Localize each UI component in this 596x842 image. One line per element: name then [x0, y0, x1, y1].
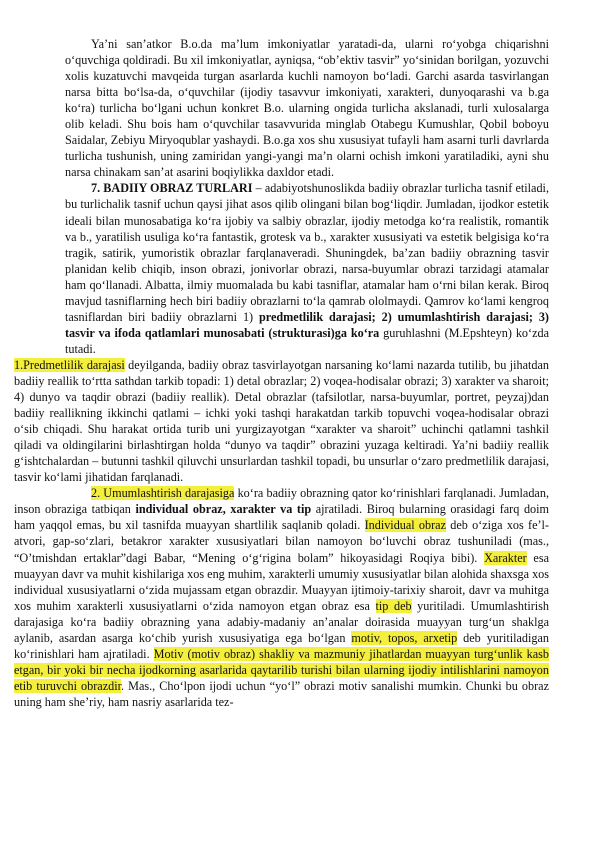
- text-run: guruhlashni (M.Epshteyn) ko‘zda tutadi.: [65, 325, 549, 356]
- highlight-term: Individual obraz: [364, 518, 446, 533]
- paragraph-image-types: [65, 180, 549, 357]
- text-run: ajratiladi. Biroq bularning orasidagi farq doim ham yaqqol emas, bu xil tasnifda muayyan shartlilik saqlanib qoladi.: [14, 502, 549, 533]
- document-page: [14, 36, 549, 710]
- text-run: deyilganda, badiiy obraz tasvirlayotgan narsaning ko‘lami nazarda tutilib, bu jihatdan badiiy reallik to‘rtta sathdan tarkib topadi: 1) detal obrazlar; 2) voqea-hodisalar obrazi; 3) xarakter va sharoit; 4) dunyo va taqdir obrazi (badiiy reallik). Detal obrazlar (tafsilotlar, narsa-buyumlar, portret, peyzaj)dan badiiy reallikning ikkinchi qatlami – ichki yoki tashqi harakatdan tarkib topuvchi voqea-hodisalar obrazi o‘sib chiqadi. Shu harakat ortida turib uni yurgizayotgan “xarakter va sharoit” uchinchi qatlamni tashkil qiladi va oldingilarini birlashtirgan holda “dunyo va taqdir” obrazini yuzaga keltiradi. Ya’ni badiiy reallik g‘ishtchalardan – butunni tashkil qiluvchi unsurlardan tashkil topadi, bu unsurlar o‘zaro predmetlilik darajasi, tasvir ko‘lami jihatidan farqlanadi.: [14, 357, 549, 485]
- paragraph-objectivity-level: [14, 357, 549, 485]
- bold-term: individual obraz, xarakter va tip: [135, 502, 312, 517]
- text-run: esa muayyan davr va muhit kishilariga xos eng muhim, xarakterli umumiy xususiyatlar bilan alohida shaxsga xos individual xususiyatlarni o‘zida mujassam etgan obrazdir. Muayyan ijtimoiy-tarixiy sharoit, davr va muhitga xos muhim xarakterli xususiyatlarni o‘zida namoyon etgan obraz esa: [14, 550, 549, 613]
- highlight-term: Xarakter: [484, 550, 527, 565]
- text-run: deb yuritiladigan ko‘rinishlari ham ajratiladi.: [14, 630, 549, 661]
- paragraph-reader-imagination: Ya’ni san’atkor B.o.da ma’lum imkoniyatlar yaratadi-da, ularni ro‘yobga chiqarishni o‘quvchiga qoldiradi. Bu xil imkoniyatlar, ayniqsa, “ob’ektiv tasvir” yo‘sinidan borilgan, yozuvchi xolis kuzatuvchi mavqeida turgan asarlarda kuchli namoyon bo‘ladi. Garchi asarda tasvirlangan narsa bitta bo‘lsa-da, o‘quvchilar (ijodiy tasavvur imkoniyati, xarakteri, dunyoqarashi va b.ga ko‘ra) turlicha bo‘lgani uchun konkret B.o. ularning ongida turlicha akslanadi, turli xulosalarga olib keladi. Shu bois ham o‘quvchilar tasavvurida minglab Otabegu Kumushlar, Qobil boboyu Saidalar, Zebiyu Miryoqublar yashaydi. B.o.ga xos shu xususiyat tufayli ham asarni turli davrlarda turlicha tushunish, uning zamiridan yangi-yangi ma’n olarni ochish imkoni yaratiladiki, ayni shu narsa chinakam san’at asarini boqiylikka daxldor etadi.: [65, 37, 549, 180]
- highlight-term: motiv, topos, arxetip: [351, 630, 458, 645]
- section-heading: 7. BADIIY OBRAZ TURLARI: [91, 181, 253, 196]
- highlight-definition: Motiv (motiv obraz) shakliy va mazmuniy jihatlardan muayyan turg‘unlik kasb etgan, bir yoki bir necha ijodkorning asarlarida qaytarilib turishi bilan ularning ijodiy intilishlarini namoyon etib turuvchi obrazdir: [14, 646, 549, 693]
- highlight-term: tip deb: [375, 598, 412, 613]
- paragraph-generalization-level: [14, 485, 549, 710]
- text-run: deb o‘ziga xos fe’l-atvori, gap-so‘zlari, betakror xarakter xususiyatlari bilan namoyon bo‘luvchi obraz tushuniladi (mas., “O’tmishdan ertaklar”dagi Babar, “Mening o‘g‘rigina bolam” hikoyasidagi Roqiya bibi).: [14, 518, 549, 565]
- bold-criteria: predmetlilik darajasi; 2) umumlashtirish darajasi; 3) tasvir va ifoda qatlamlari munosabati (strukturasi)ga ko‘ra: [65, 309, 549, 340]
- text-run: ko‘ra badiiy obrazning qator ko‘rinishlari farqlanadi. Jumladan, inson obraziga tatbiqan: [14, 486, 549, 517]
- text-run: – adabiyotshunoslikda badiiy obrazlar turlicha tasnif etiladi, bu turlichalik tasnif uchun qaysi jihat asos qilib olingani bilan bog‘liqdir. Jumladan, ijodkor estetik ideali bilan munosabatiga ko‘ra ijobiy va salbiy obrazlar, ijodiy metodga ko‘ra realistik, romantik va b., yaratilish usuliga ko‘ra fantastik, grotesk va b., xarakter xususiyati va estetik belgisiga ko‘ra tragik, satirik, yumoristik obrazlar farqlanaveradi. Shuningdek, ba’zan badiiy obrazning tasvir planidan kelib chiqib, inson obrazi, jonivorlar obrazi, narsa-buyumlar obrazi tarzidagi atamalar ham qo‘llanadi. Albatta, ilmiy muomalada bu kabi tasniflar, atamalar ham o‘rni bilan kerak. Biroq mavjud tasniflarning hech biri badiiy obrazlarni to‘la qamrab ololmaydi. Qamrov ko‘lami kengroq tasniflardan biri badiiy obrazlarni 1): [65, 181, 549, 324]
- text-run: . Mas., Cho‘lpon ijodi uchun “yo‘l” obrazi motiv sanalishi mumkin. Chunki bu obraz uning ham she’riy, ham nasriy asarlarida tez-: [14, 678, 549, 709]
- text-run: yuritiladi. Umumlashtirish darajasiga ko‘ra badiiy obrazning yana adabiy-madaniy an’analar doirasida muayyan turg‘un shaklga aylanib, asardan asarga ko‘chib yurish xususiyatiga ega bo‘lgan: [14, 598, 549, 645]
- highlight-term: 1.Predmetlilik darajasi: [14, 357, 125, 372]
- highlight-term: 2. Umumlashtirish darajasiga: [91, 486, 235, 501]
